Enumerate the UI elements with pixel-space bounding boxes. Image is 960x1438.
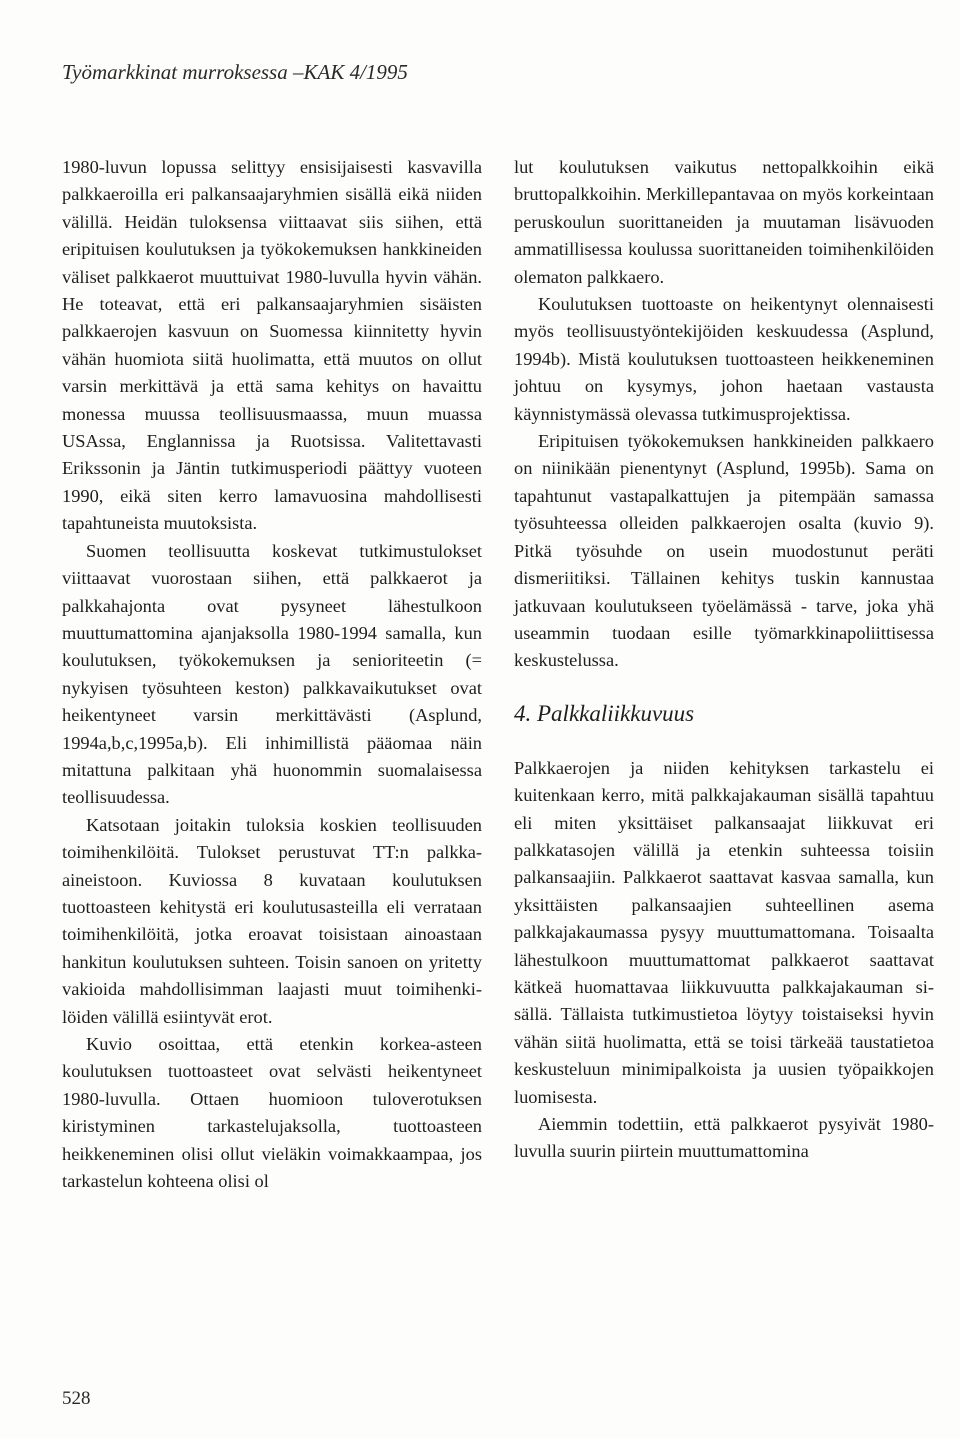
paragraph: Palkkaerojen ja niiden kehityksen tarkastelu ei kuitenkaan kerro, mitä palkkajakauman sisällä tapahtuu eli miten yksittäiset palkansaajat liikkuvat eri palkkatasojen välillä ja etenkin suhteessa toisiin palkansaajiin. Palkkaerot saattavat kasvaa samalla, kun yksittäisten palkansaajien suhteellinen asema palkkajakaumassa pysyy muuttumattomana. Toisaalta lähestulkoon muuttumattomat palkkaerot saattavat kätkeä huomattavaa liikkuvuutta palkkajakauman sisällä. Tällaista tutkimustietoa löytyy toistaiseksi hyvin vähän siitä huolimatta, että se toisi tärkeää taustatietoa keskusteluun minimipalkoista ja uusien työpaikkojen luomisesta. xyxy=(514,757,934,1107)
right-column xyxy=(514,154,934,1166)
paragraph: Kuvio osoittaa, että etenkin korkea-asteen koulutuksen tuottoasteet ovat selvästi heikentyneet 1980-luvulla. Ottaen huomioon tuloverotuksen kiristyminen tarkastelujaksolla, tuottoasteen heikkeneminen olisi ollut vieläkin voimakkaampaa, jos tarkastelun kohteena olisi ol xyxy=(62,1034,482,1192)
section-title: 4. Palkkaliikkuvuus xyxy=(514,700,695,726)
paragraph: Suomen teollisuutta koskevat tutkimustulokset viittaavat vuorostaan siihen, että palkkaerot ja palkkahajonta ovat pysyneet lähestulkoon muuttumattomina ajanjaksolla 1980-1994 samalla, kun koulutuksen, työkokemuksen ja senioriteetin (= nykyisen työsuhteen keston) palkkavaikutukset ovat heikentyneet varsin merkittävästi (Asplund, 1994a,b,c,1995a,b). Eli inhimillistä pääomaa näin mitattuna palkitaan yhä huonommin suomalaisessa teollisuudessa. xyxy=(62,540,482,808)
paragraph: Eripituisen työkokemuksen hankkineiden palkkaero on niinikään pienentynyt (Asplund, 1995b). Sama on tapahtunut vastapalkattujen ja pitempään samassa työsuhteessa olleiden palkkaerojen osalta (kuvio 9). Pitkä työsuhde on usein muodostunut peräti dismeriitiksi. Tällainen kehitys tuskin kannustaa jatkuvaan koulutukseen työelämässä - tarve, joka yhä useammin tuodaan esille työmarkkinapoliittisessa keskustelussa. xyxy=(514,431,934,671)
paragraph: 1980-luvun lopussa selittyy ensisijaisesti kasvavilla palkkaeroilla eri palkansaajaryhmien sisällä eikä niiden välillä. Heidän tuloksensa viittaavat siis siihen, että eripituisen koulutuksen ja työkokemuksen hankkineiden väliset palkkaerot muuttuivat 1980-luvulla hyvin vähän. He toteavat, että eri palkansaajaryhmien sisäisten palkkaerojen kasvuun on Suomessa kiinnitetty hyvin vähän huomiota siitä huolimatta, että muutos on ollut varsin merkittävä ja että sama kehitys on havaittu monessa muussa teollisuusmaassa, muun muassa USAssa, Englannissa ja Ruotsissa. Valitettavasti Erikssonin ja Jäntin tutkimusperiodi päättyy vuoteen 1990, eikä siten kerro lamavuosina mahdollisesti tapahtuneista muutoksista. xyxy=(62,157,482,534)
left-column xyxy=(62,154,482,1195)
paragraph: Koulutuksen tuottoaste on heikentynyt olennaisesti myös teollisuustyöntekijöiden keskuudessa (Asplund, 1994b). Mistä koulutuksen tuottoasteen heikkeneminen johtuu on kysymys, johon haetaan vastausta käynnistymässä olevassa tutkimusprojektissa. xyxy=(514,294,934,424)
page-number: 528 xyxy=(62,1388,91,1409)
paragraph: lut koulutuksen vaikutus nettopalkkoihin eikä bruttopalkkoihin. Merkillepantavaa on myös korkeintaan peruskoulun suorittaneiden ja muutaman lisävuoden ammatillisessa koulussa suorittaneiden toimihenkilöiden olematon palkkaero. xyxy=(514,157,934,287)
paragraph: Aiemmin todettiin, että palkkaerot pysyivät 1980-luvulla suurin piirtein muuttumattomina xyxy=(514,1114,934,1162)
running-header: Työmarkkinat murroksessa –KAK 4/1995 xyxy=(62,60,408,84)
paragraph: Katsotaan joitakin tuloksia koskien teollisuuden toimihenkilöitä. Tulokset perustuvat TT:n palkka-aineistoon. Kuviossa 8 kuvataan koulutuksen tuottoasteen kehitystä eri koulutusasteilla eli verrataan toimihenkilöitä, jotka eroavat toisistaan ainoastaan hankitun koulutuksen suhteen. Toisin sanoen on yritetty vakioida mahdollisimman laajasti muut toimihenkilöiden välillä esiintyvät erot. xyxy=(62,814,482,1027)
